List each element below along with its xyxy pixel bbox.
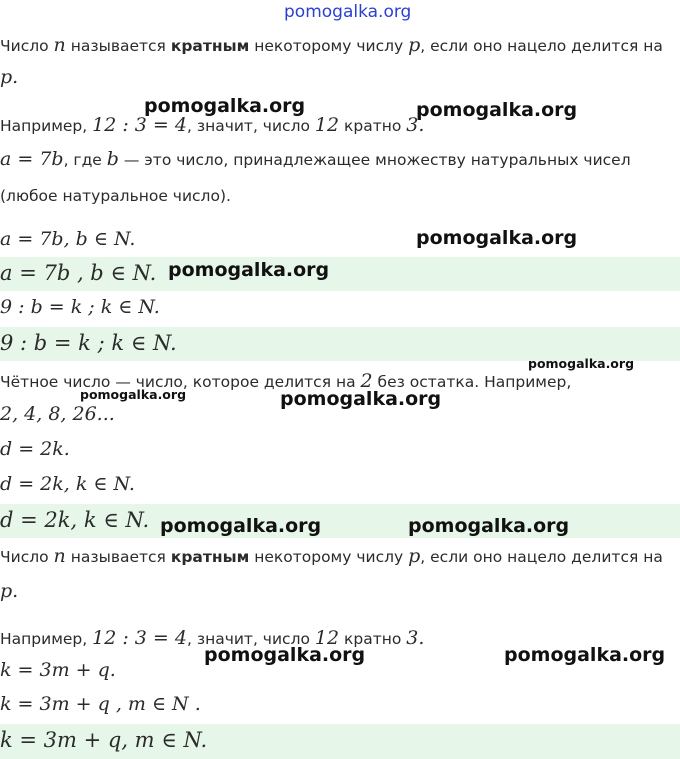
definition-text-cont: p. <box>0 66 19 88</box>
definition-text: Число n называется кратным некоторому числу p, если оно нацело делится на <box>0 34 663 56</box>
definition-text: Число n называется кратным некоторому числу p, если оно нацело делится на <box>0 545 663 567</box>
formula-line: 9 : b = k ; k ∈ N. <box>0 296 160 318</box>
even-number-text: Чётное число — число, которое делится на 2 без остатка. Например, <box>0 370 572 392</box>
formula-line-highlighted: k = 3m + q, m ∈ N. <box>0 728 208 752</box>
even-examples: 2, 4, 8, 26... <box>0 403 115 425</box>
formula-line: k = 3m + q. <box>0 659 116 681</box>
formula-line-highlighted: a = 7b , b ∈ N. <box>0 261 157 285</box>
watermark: pomogalka.org <box>408 515 570 537</box>
formula-line: k = 3m + q , m ∈ N . <box>0 693 201 715</box>
formula-line: d = 2k, k ∈ N. <box>0 473 135 495</box>
formula-text: a = 7b, где b — это число, принадлежащее множеству натуральных чисел <box>0 148 631 170</box>
watermark: pomogalka.org <box>528 356 635 371</box>
header-watermark: pomogalka.org <box>284 2 412 22</box>
watermark: pomogalka.org <box>416 99 578 121</box>
definition-text-cont: p. <box>0 580 19 602</box>
formula-line-highlighted: d = 2k, k ∈ N. <box>0 508 150 532</box>
watermark: pomogalka.org <box>504 644 666 666</box>
example-text: Например, 12 : 3 = 4, значит, число 12 кратно 3. <box>0 114 425 136</box>
watermark: pomogalka.org <box>416 227 578 249</box>
formula-line: d = 2k. <box>0 438 70 460</box>
formula-line-highlighted: 9 : b = k ; k ∈ N. <box>0 331 177 355</box>
watermark: pomogalka.org <box>160 515 322 537</box>
watermark: pomogalka.org <box>80 387 187 402</box>
example-text: Например, 12 : 3 = 4, значит, число 12 кратно 3. <box>0 627 425 649</box>
watermark: pomogalka.org <box>168 259 330 281</box>
watermark: pomogalka.org <box>204 644 366 666</box>
formula-text-cont: (любое натуральное число). <box>0 187 231 205</box>
watermark: pomogalka.org <box>280 388 442 410</box>
formula-line: a = 7b, b ∈ N. <box>0 228 136 250</box>
watermark: pomogalka.org <box>144 95 306 117</box>
